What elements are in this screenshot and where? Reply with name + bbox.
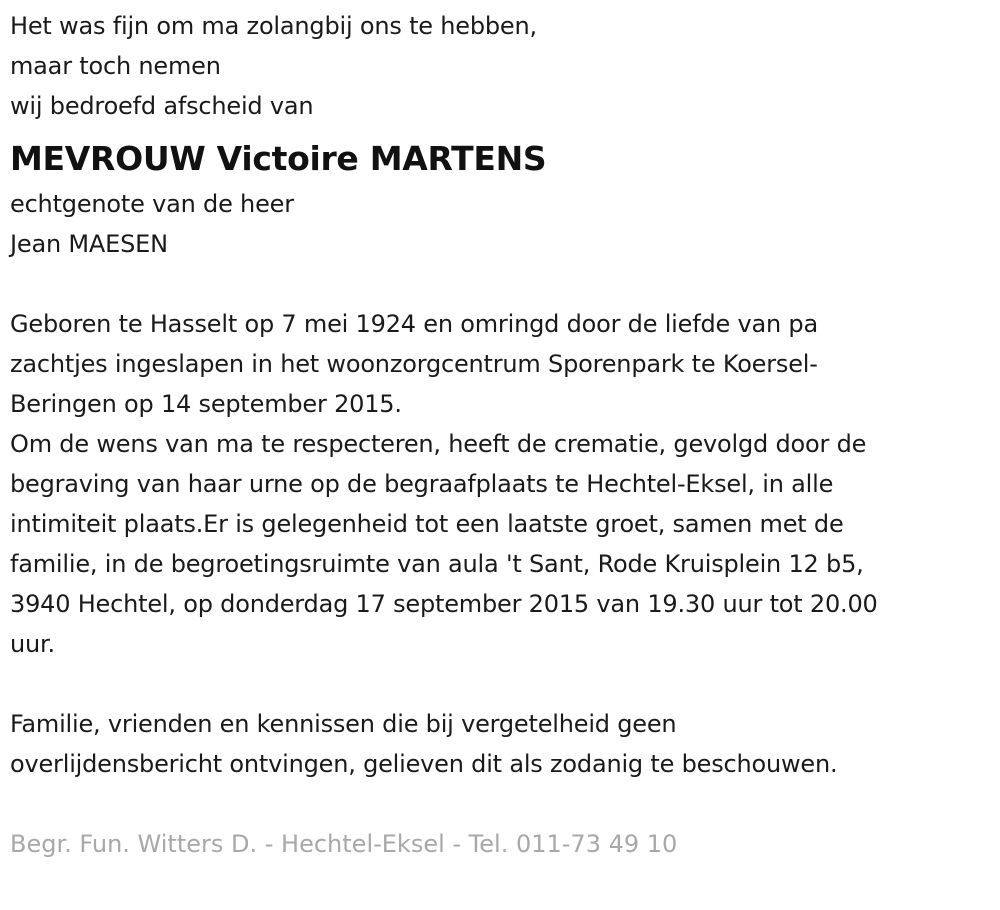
- spacer: [10, 264, 985, 304]
- spacer: [10, 664, 985, 704]
- intro-line: Het was fijn om ma zolangbij ons te hebben,: [10, 12, 537, 40]
- body-line: zachtjes ingeslapen in het woonzorgcentrum Sporenpark te Koersel-: [10, 350, 818, 378]
- intro-line: wij bedroefd afscheid van: [10, 92, 314, 120]
- notice-paragraph: [10, 704, 985, 784]
- body-line: Om de wens van ma te respecteren, heeft de crematie, gevolgd door de: [10, 430, 867, 458]
- body-line: uur.: [10, 630, 55, 658]
- spouse-line: Jean MAESEN: [10, 230, 168, 258]
- body-paragraph: [10, 304, 985, 664]
- intro-line: maar toch nemen: [10, 52, 221, 80]
- notice-line: Familie, vrienden en kennissen die bij vergetelheid geen: [10, 710, 677, 738]
- deceased-name: MEVROUW Victoire MARTENS: [10, 139, 547, 178]
- body-line: 3940 Hechtel, op donderdag 17 september 2015 van 19.30 uur tot 20.00: [10, 590, 878, 618]
- notice-line: overlijdensbericht ontvingen, gelieven dit als zodanig te beschouwen.: [10, 750, 838, 778]
- body-line: begraving van haar urne op de begraafplaats te Hechtel-Eksel, in alle: [10, 470, 834, 498]
- obituary-notice: [10, 6, 985, 864]
- body-line: familie, in de begroetingsruimte van aula 't Sant, Rode Kruisplein 12 b5,: [10, 550, 864, 578]
- body-line: Geboren te Hasselt op 7 mei 1924 en omringd door de liefde van pa: [10, 310, 818, 338]
- spacer: [10, 784, 985, 824]
- spouse-paragraph: [10, 184, 985, 264]
- spouse-line: echtgenote van de heer: [10, 190, 294, 218]
- body-line: Beringen op 14 september 2015.: [10, 390, 402, 418]
- funeral-home-footer: Begr. Fun. Witters D. - Hechtel-Eksel - Tel. 011-73 49 10: [10, 830, 678, 858]
- intro-paragraph: [10, 6, 985, 126]
- body-line: intimiteit plaats.Er is gelegenheid tot een laatste groet, samen met de: [10, 510, 844, 538]
